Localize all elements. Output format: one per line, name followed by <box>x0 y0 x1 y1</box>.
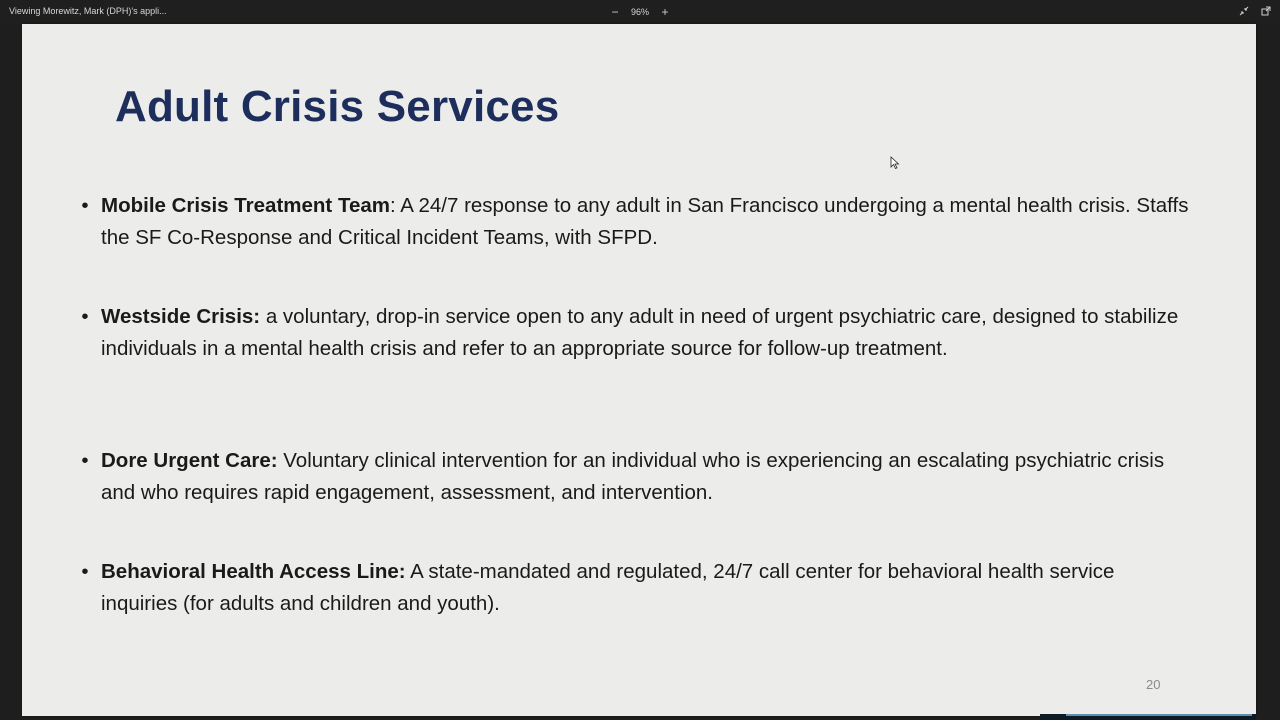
bullet-symbol: • <box>81 194 89 217</box>
bullet-item <box>81 190 1191 254</box>
mouse-cursor-icon <box>890 156 900 170</box>
bullet-text: A state-mandated and regulated, 24/7 call center for behavioral health service inquiries (for adults and children and youth). <box>101 560 1115 615</box>
zoom-controls <box>608 3 672 21</box>
bullet-term: Dore Urgent Care: <box>101 449 278 472</box>
slide-title: Adult Crisis Services <box>115 82 560 131</box>
zoom-in-button[interactable]: + <box>661 5 669 19</box>
zoom-out-button[interactable]: − <box>611 5 619 19</box>
bullet-term: Westside Crisis: <box>101 305 261 328</box>
bullet-term: Behavioral Health Access Line: <box>101 560 406 583</box>
thumbnail-accent <box>1066 714 1252 716</box>
bullet-symbol: • <box>81 560 89 583</box>
bullet-item <box>81 556 1191 620</box>
slide-page-number: 20 <box>1146 677 1161 692</box>
bullet-item <box>81 445 1191 509</box>
bullet-text: Voluntary clinical intervention for an individual who is experiencing an escalating psychiatric crisis and who requires rapid engagement, assessment, and intervention. <box>101 449 1165 504</box>
top-bar <box>0 0 1280 24</box>
popout-icon[interactable] <box>1260 5 1272 17</box>
shrink-icon[interactable] <box>1238 5 1250 17</box>
zoom-level: 96% <box>630 7 649 17</box>
bullet-symbol: • <box>81 449 89 472</box>
thumbnail-strip <box>1040 714 1256 720</box>
bullet-term: Mobile Crisis Treatment Team <box>101 194 390 217</box>
window-title: Viewing Morewitz, Mark (DPH)'s appli... <box>9 6 167 16</box>
shared-slide <box>22 24 1256 716</box>
window-controls <box>1238 5 1272 17</box>
bullet-text: : A 24/7 response to any adult in San Francisco undergoing a mental health crisis. Staffs the SF Co-Response and Critical Incident Teams, with SFPD. <box>101 194 1189 249</box>
bullet-symbol: • <box>81 305 89 328</box>
bullet-item <box>81 301 1191 365</box>
bullet-text: a voluntary, drop-in service open to any adult in need of urgent psychiatric care, designed to stabilize individuals in a mental health crisis and refer to an appropriate source for follow-up treatment. <box>101 305 1179 360</box>
